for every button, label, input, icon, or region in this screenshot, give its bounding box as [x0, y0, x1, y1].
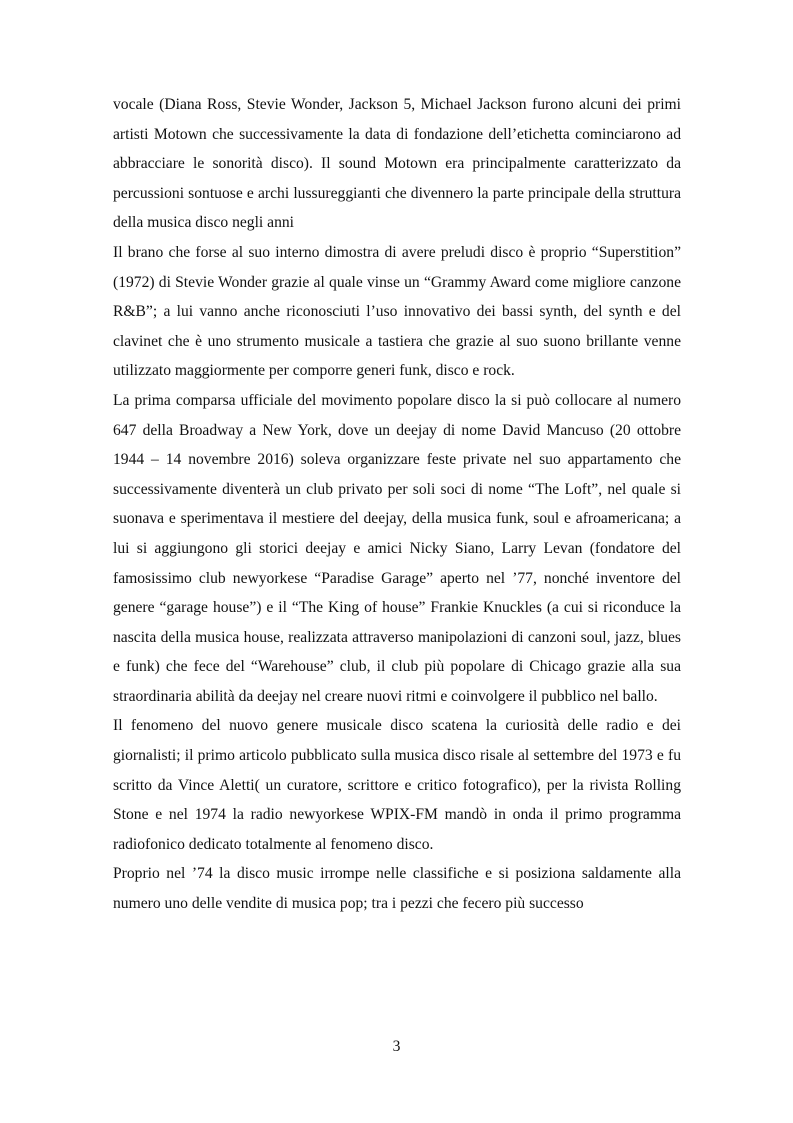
paragraph-1: vocale (Diana Ross, Stevie Wonder, Jackson 5, Michael Jackson furono alcuni dei primi artisti Motown che successivamente la data di fondazione dell’etichetta cominciarono ad abbracciare le sonorità disco). Il sound Motown era principalmente caratterizzato da percussioni sontuose e archi lussureggianti che divennero la parte principale della struttura della musica disco negli anni — [113, 96, 681, 232]
body-text — [113, 90, 681, 919]
paragraph-2: Il brano che forse al suo interno dimostra di avere preludi disco è proprio “Superstition” (1972) di Stevie Wonder grazie al quale vinse un “Grammy Award come migliore canzone R&B”; a lui vanno anche riconosciuti l’uso innovativo dei bassi synth, del synth e del clavinet che è uno strumento musicale a tastiera che grazie al suo suono brillante venne utilizzato maggiormente per comporre generi funk, disco e rock. — [113, 243, 681, 380]
paragraph-5: Proprio nel ’74 la disco music irrompe nelle classifiche e si posiziona saldamente alla numero uno delle vendite di musica pop; tra i pezzi che fecero più successo — [113, 865, 681, 913]
paragraph-3: La prima comparsa ufficiale del movimento popolare disco la si può collocare al numero 647 della Broadway a New York, dove un deejay di nome David Mancuso (20 ottobre 1944 – 14 novembre 2016) soleva organizzare feste private nel suo appartamento che successivamente diventerà un club privato per soli soci di nome “The Loft”, nel quale si suonava e sperimentava il mestiere del deejay, della musica funk, soul e afroamericana; a lui si aggiungono gli storici deejay e amici Nicky Siano, Larry Levan (fondatore del famosissimo club newyorkese “Paradise Garage” aperto nel ’77, nonché inventore del genere “garage house”) e il “The King of house” Frankie Knuckles (a cui si riconduce la nascita della musica house, realizzata attraverso manipolazioni di canzoni soul, jazz, blues e funk) che fece del “Warehouse” club, il club più popolare di Chicago grazie alla sua straordinaria abilità da deejay nel creare nuovi ritmi e coinvolgere il pubblico nel ballo. — [113, 391, 681, 705]
paragraph-4: Il fenomeno del nuovo genere musicale disco scatena la curiosità delle radio e dei giornalisti; il primo articolo pubblicato sulla musica disco risale al settembre del 1973 e fu scritto da Vince Aletti( un curatore, scrittore e critico fotografico), per la rivista Rolling Stone e nel 1974 la radio newyorkese WPIX-FM mandò in onda il primo programma radiofonico dedicato totalmente al fenomeno disco. — [113, 717, 681, 853]
page-number: 3 — [392, 1038, 401, 1055]
